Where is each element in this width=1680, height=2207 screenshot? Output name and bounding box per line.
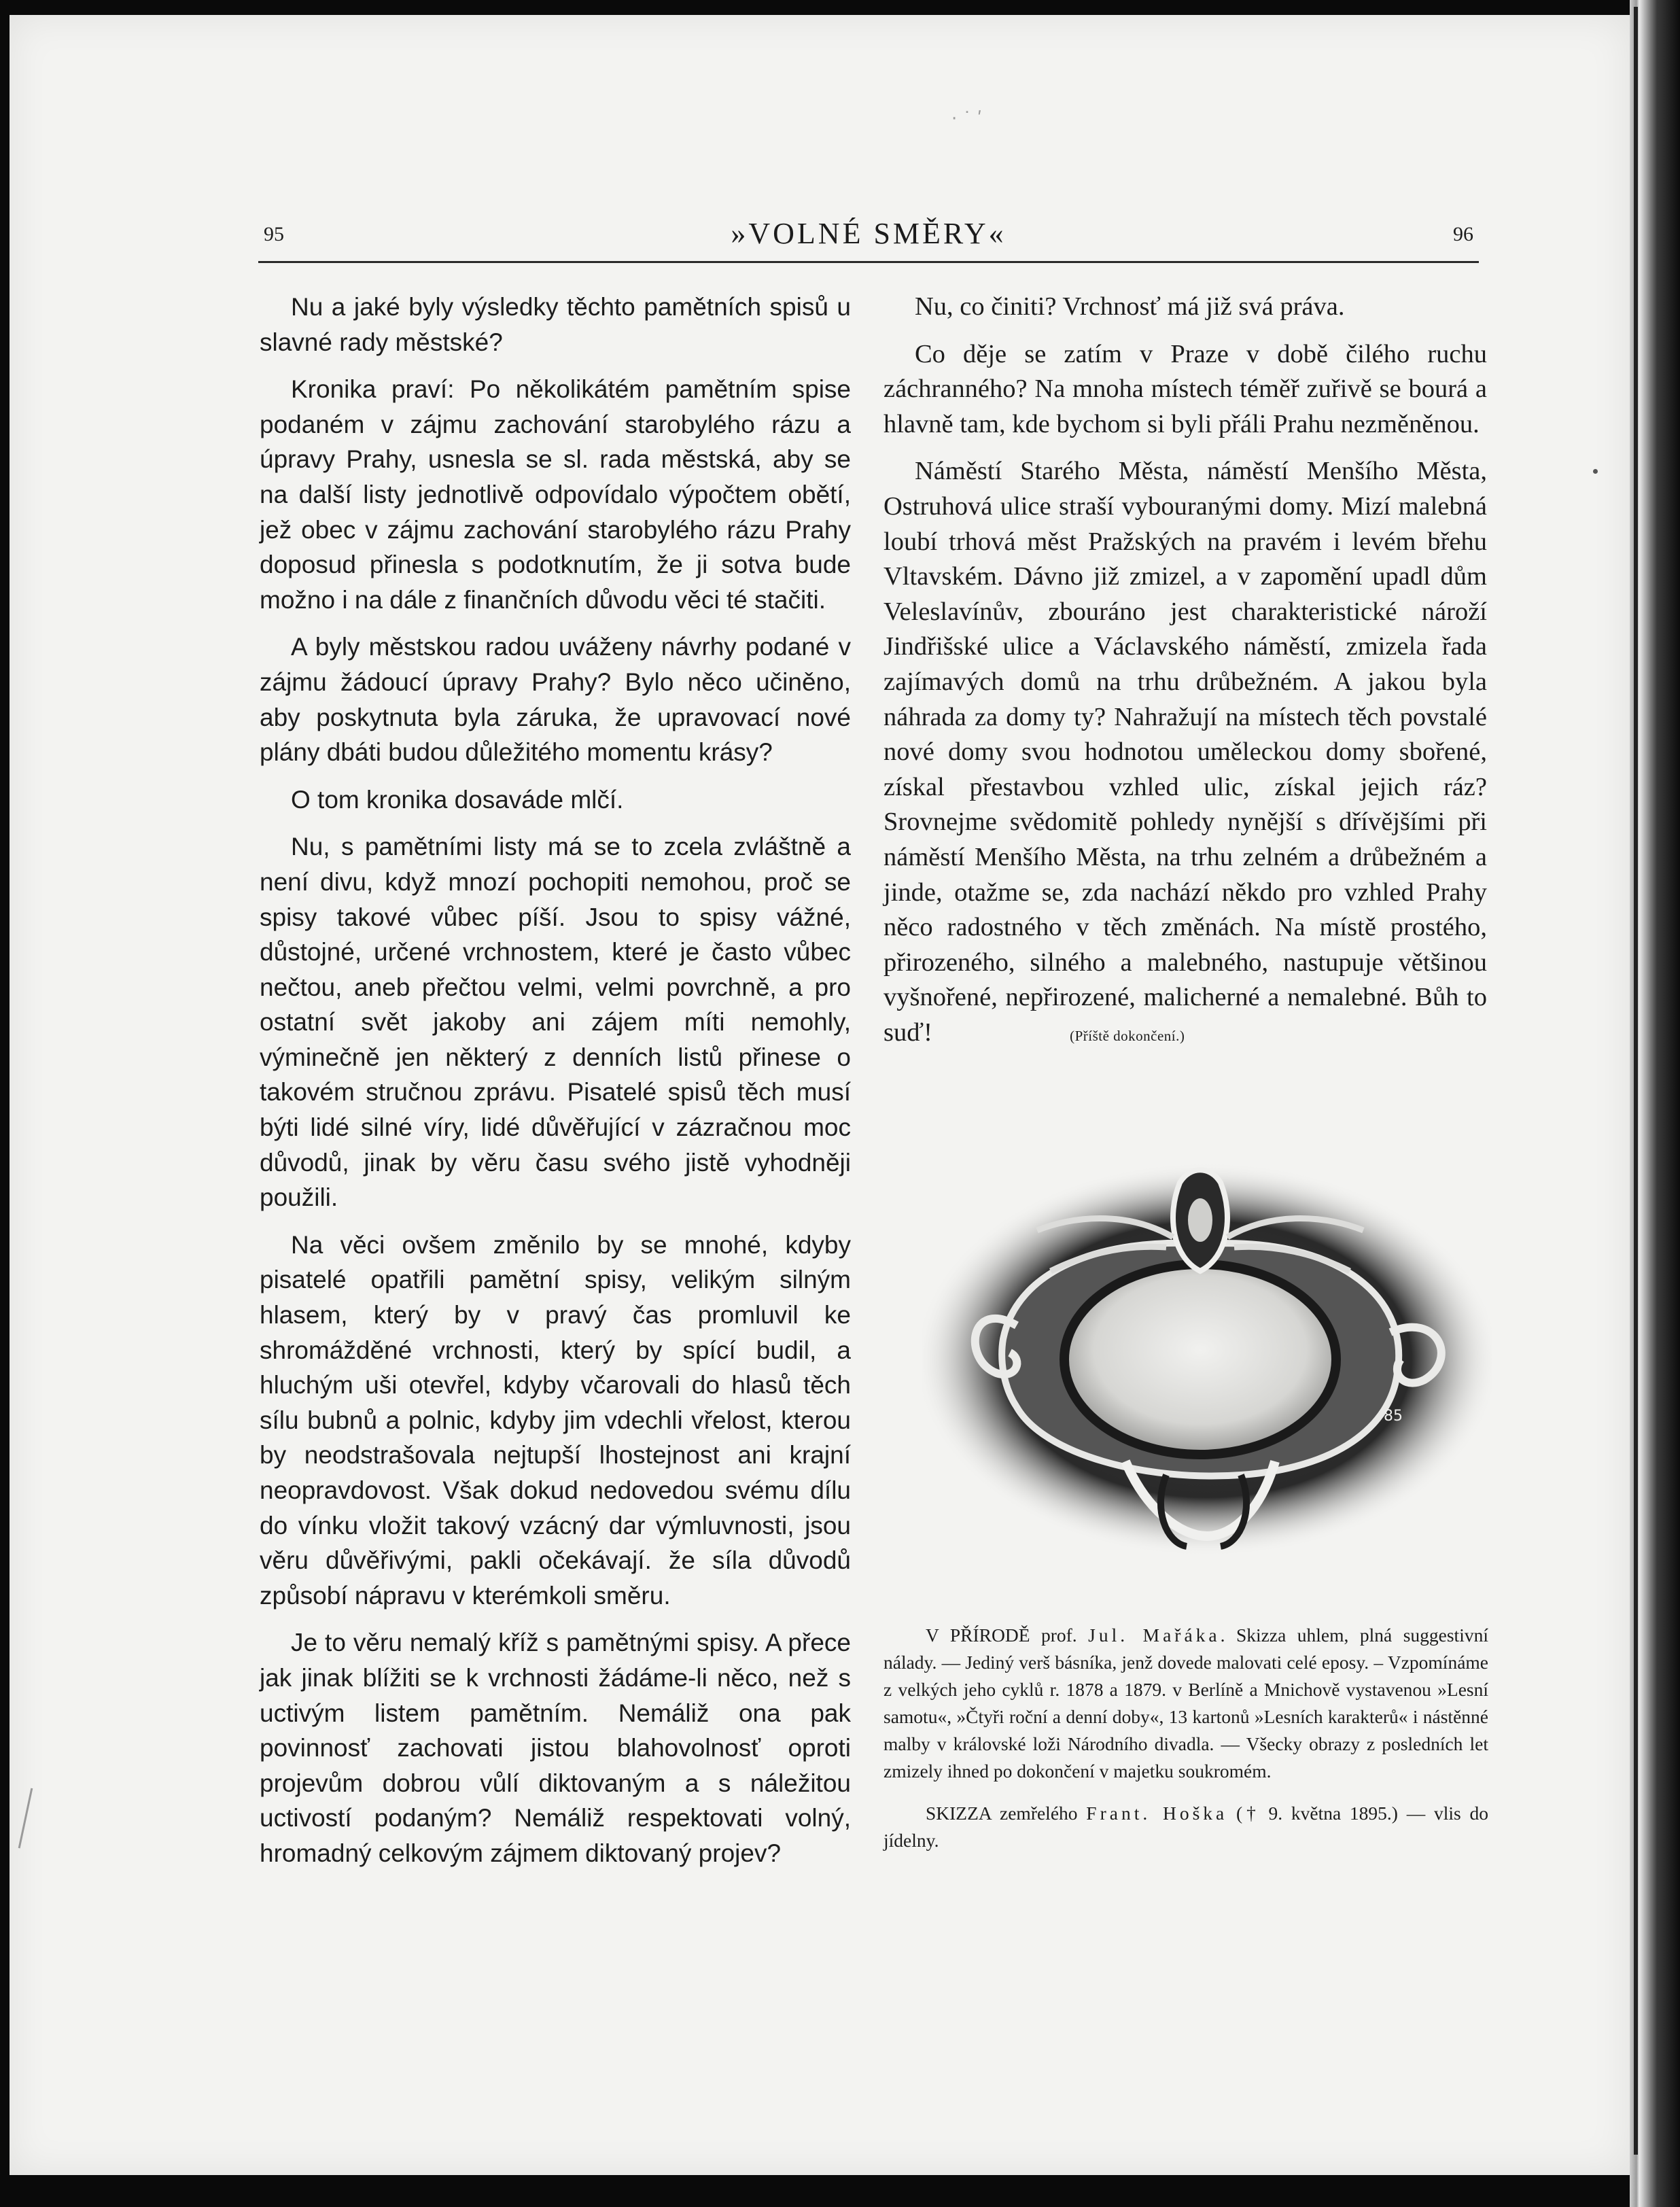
paragraph: A byly městskou radou uváženy návrhy podané v zájmu žádoucí úpravy Prahy? Bylo něco učiněno, aby poskytnuta byla záruka, že upravovací nové plány dbáti budou důležitého momentu krásy?	[260, 633, 851, 767]
running-header	[264, 216, 1473, 258]
paragraph: Nu, s pamětními listy má se to zcela zvláštně a není divu, když mnozí pochopiti nemohou, proč se spisy takové vůbec píší. Jsou to spisy vážné, důstojné, určené vrchnostem, které je často vůbec nečtou, aneb přečtou velmi, velmi povrchně, a pro ostatní svět jakoby ani zájem míti nemohly, výminečně jen některý z denních listů přinese o takovém stručnou zprávu. Pisatelé spisů těch musí býti lidé silné víry, lidé důvěřující v zázračnou moc důvodů, jinak by věru času svého jistě vyhodněji použili.	[260, 833, 851, 1212]
paragraph: Je to věru nemalý kříž s pamětnými spisy. A přece jak jinak blížiti se k vrchnosti žádáme-li něco, než s uctivým listem pamětním. Nemáliž ona pak povinnosť zachovati jistou blahovolnosť oproti projevům dobrou vůlí diktovaným a s náležitou uctivostí podaným? Nemáliž respektovati volný, hromadný celkovým zájmem diktovaný projev?	[260, 1629, 851, 1867]
caption-second	[883, 1800, 1488, 1854]
frame-oval	[1064, 1264, 1336, 1455]
right-column	[883, 290, 1487, 1066]
artist-monogram: 85	[1384, 1408, 1403, 1425]
paragraph: Co děje se zatím v Praze v době čilého ruchu záchranného? Na mnoha místech téměř zuřivě se bourá a hlavně tam, kde bychom si byli přáli Prahu nezměněnou.	[883, 339, 1487, 438]
left-column	[260, 290, 851, 1883]
paragraph: Kronika praví: Po několikátém pamětním spise podaném v zájmu zachování starobylého rázu a úpravy Prahy, usnesla se sl. rada městská, aby se na další listy jednotlivě odpovídalo výpočtem obětí, jež obec v zájmu zachování starobylého rázu Prahy doposud přinesla s podotknutím, že ji sotva bude možno i na dále z finančních důvodu věci té stačiti.	[260, 375, 851, 614]
caption-text: . Skizza uhlem, plná suggestivní nálady. — Jediný verš básníka, jenž dovede malovati celé eposy. – Vzpomínáme z velkých jeho cyklů r. 1878 a 1879. v Berlíně a Mnichově vystavenou »Lesní samotu«, »Čtyři roční a denní doby«, 13 kartonů »Lesních karakterů« i nástěnné malby v královské loži Národního divadla. — Všecky obrazy z posledních let zmizely ihned po dokončení v majetku soukromém.	[883, 1624, 1488, 1782]
paragraph-final	[883, 454, 1487, 1054]
captions	[883, 1622, 1488, 1869]
caption-lead: SKIZZA zemřelého	[926, 1803, 1087, 1824]
paragraph: O tom kronika dosaváde mlčí.	[291, 785, 624, 814]
paragraph-text: Náměstí Starého Města, náměstí Menšího Města, Ostruhová ulice straší vybouranými domy. Mizí malebná loubí trhová měst Pražských na pravém i levém břehu Vltavském. Dávno již zmizel, a v zapomění upadl dům Veleslavínův, zbouráno jest charakteristické nároží Jindřišské ulice a Václavského náměstí, zmizela řada zajímavých domů na trhu drůbežném. A jakou byla náhrada za domy ty? Nahražují na místech těch povstalé nové domy svou hodnotou uměleckou domy sbořené, získal přestavbou vzhled ulic, získal jejich ráz? Srovnejme svědomitě pohledy nynější s dřívějšími při náměstí Menšího Města, na trhu zelném a drůbežném a jinde, otažme se, zda nachází někdo pro vzhled Prahy něco radostného v těch změnách. Na místě prostého, přirozeného, silného a malebného, nastupuje většinou vyšnořené, nepřirozené, malicherné a nemalebné. Bůh to suď!	[883, 457, 1487, 1047]
caption-author: Frant. Hoška	[1086, 1803, 1228, 1824]
paragraph: Na věci ovšem změnilo by se mnohé, kdyby pisatelé opatřili pamětní spisy, velikým silným hlasem, který by v pravý čas promluvil ke shromážděné vrchnosti, který by spící budil, a hluchým uši otevřel, kdyby včarovali do hlasů těch sílu bubnů a polnic, kdyby jim vdechli vřelost, kterou by neodstrašovala nejtupší lhostejnost ani krajní neopravdovost. Však dokud nedovedou svému dílu do vínku vložit takový vzácný dar výmluvnosti, jsou věru důvěřivými, pakli očekávají. že síla důvodů způsobí nápravu v kterémkoli směru.	[260, 1230, 851, 1610]
caption-author: Jul. Mařáka	[1088, 1624, 1221, 1646]
stray-marks: · ˙ ʹ	[951, 109, 983, 129]
journal-title: »VOLNÉ SMĚRY«	[731, 217, 1007, 250]
caption-text: († 9. května 1895.) — vlis do jídelny.	[883, 1803, 1488, 1851]
caption-lead: V PŘÍRODĚ prof.	[926, 1624, 1089, 1646]
spine-edge	[1634, 7, 1638, 2155]
mask-face	[1188, 1198, 1212, 1242]
caption-first	[883, 1622, 1488, 1785]
paragraph: Nu a jaké byly výsledky těchto pamětních spisů u slavné rady městské?	[260, 293, 851, 356]
paragraph: Nu, co činiti? Vrchnosť má již svá práva.	[915, 292, 1345, 321]
margin-dot	[1593, 469, 1598, 474]
header-rule	[258, 261, 1479, 263]
cartouche-illustration	[922, 1155, 1492, 1563]
page-number-right: 96	[1453, 223, 1473, 245]
page-number-left: 95	[264, 223, 284, 245]
continuation-note: (Příště dokončení.)	[1070, 1027, 1185, 1044]
